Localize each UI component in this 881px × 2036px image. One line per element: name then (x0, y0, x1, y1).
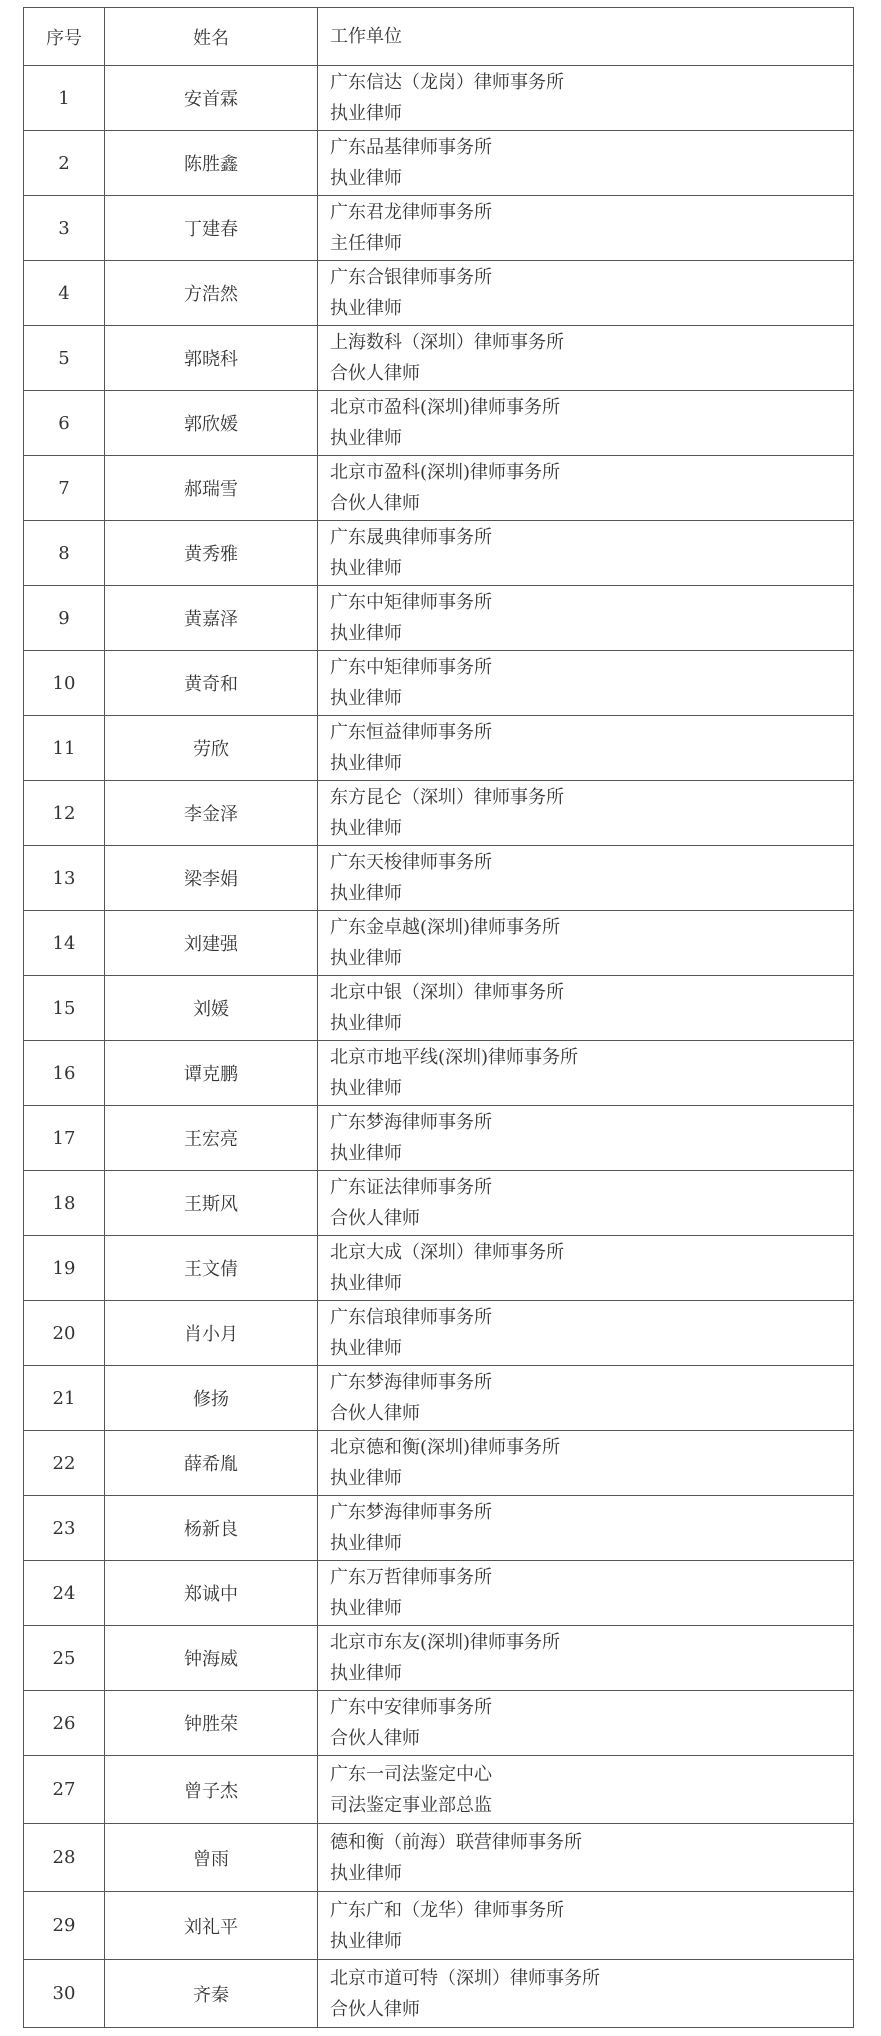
row-index: 3 (24, 196, 105, 261)
row-name: 李金泽 (105, 781, 318, 846)
row-index: 7 (24, 456, 105, 521)
row-organization: 广东万哲律师事务所 (330, 1567, 492, 1588)
row-job-title: 合伙人律师 (330, 493, 420, 514)
row-name: 郝瑞雪 (105, 456, 318, 521)
table-row (24, 1171, 854, 1236)
row-name: 丁建春 (105, 196, 318, 261)
row-name: 梁李娟 (105, 846, 318, 911)
table-row (24, 261, 854, 326)
row-index: 18 (24, 1171, 105, 1236)
header-org: 工作单位 (318, 8, 854, 66)
row-organization: 德和衡（前海）联营律师事务所 (330, 1831, 582, 1853)
table-row (24, 781, 854, 846)
row-name: 谭克鹏 (105, 1041, 318, 1106)
roster-body (24, 66, 854, 2028)
row-index: 23 (24, 1496, 105, 1561)
row-organization: 广东合银律师事务所 (330, 267, 492, 288)
header-row (24, 8, 854, 66)
row-organization: 广东梦海律师事务所 (330, 1112, 492, 1133)
header-name: 姓名 (105, 8, 318, 66)
row-job-title: 执业律师 (330, 103, 402, 124)
row-name: 杨新良 (105, 1496, 318, 1561)
row-index: 28 (24, 1824, 105, 1892)
row-index: 5 (24, 326, 105, 391)
row-org-cell (318, 1366, 854, 1431)
table-row (24, 716, 854, 781)
row-job-title: 执业律师 (330, 558, 402, 579)
row-org-cell (318, 196, 854, 261)
row-index: 17 (24, 1106, 105, 1171)
row-organization: 广东一司法鉴定中心 (330, 1763, 492, 1785)
row-job-title: 合伙人律师 (330, 1208, 420, 1229)
row-org-cell (318, 651, 854, 716)
row-job-title: 合伙人律师 (330, 1728, 420, 1749)
row-name: 曾子杰 (105, 1756, 318, 1824)
row-organization: 广东品基律师事务所 (330, 137, 492, 158)
row-name: 方浩然 (105, 261, 318, 326)
row-name: 肖小月 (105, 1301, 318, 1366)
row-job-title: 主任律师 (330, 233, 402, 254)
table-row (24, 1236, 854, 1301)
row-name: 齐秦 (105, 1960, 318, 2028)
row-index: 15 (24, 976, 105, 1041)
row-org-cell (318, 1824, 854, 1892)
row-organization: 北京市东友(深圳)律师事务所 (330, 1632, 561, 1653)
row-name: 薛希胤 (105, 1431, 318, 1496)
row-org-cell (318, 1960, 854, 2028)
row-organization: 广东梦海律师事务所 (330, 1502, 492, 1523)
row-job-title: 执业律师 (330, 623, 402, 644)
row-org-cell (318, 456, 854, 521)
row-index: 21 (24, 1366, 105, 1431)
row-index: 13 (24, 846, 105, 911)
row-name: 修扬 (105, 1366, 318, 1431)
row-job-title: 执业律师 (330, 1338, 402, 1359)
table-row (24, 1626, 854, 1691)
row-org-cell (318, 1171, 854, 1236)
row-org-cell (318, 521, 854, 586)
row-org-cell (318, 716, 854, 781)
row-index: 2 (24, 131, 105, 196)
row-name: 黄嘉泽 (105, 586, 318, 651)
table-row (24, 1431, 854, 1496)
row-job-title: 执业律师 (330, 1930, 402, 1952)
row-organization: 广东君龙律师事务所 (330, 202, 492, 223)
row-name: 曾雨 (105, 1824, 318, 1892)
row-organization: 广东中安律师事务所 (330, 1697, 492, 1718)
row-name: 黄奇和 (105, 651, 318, 716)
row-job-title: 合伙人律师 (330, 1403, 420, 1424)
table-row (24, 1824, 854, 1892)
row-job-title: 执业律师 (330, 1663, 402, 1684)
row-index: 19 (24, 1236, 105, 1301)
row-index: 27 (24, 1756, 105, 1824)
table-row (24, 1561, 854, 1626)
row-name: 郑诚中 (105, 1561, 318, 1626)
row-organization: 广东广和（龙华）律师事务所 (330, 1899, 564, 1921)
row-org-cell (318, 781, 854, 846)
row-job-title: 执业律师 (330, 1468, 402, 1489)
row-job-title: 执业律师 (330, 1598, 402, 1619)
table-row (24, 521, 854, 586)
table-row (24, 196, 854, 261)
row-org-cell (318, 1106, 854, 1171)
row-job-title: 合伙人律师 (330, 363, 420, 384)
row-org-cell (318, 846, 854, 911)
row-name: 刘礼平 (105, 1892, 318, 1960)
row-index: 24 (24, 1561, 105, 1626)
row-index: 14 (24, 911, 105, 976)
header-index: 序号 (24, 8, 105, 66)
row-organization: 北京德和衡(深圳)律师事务所 (330, 1437, 561, 1458)
row-org-cell (318, 1892, 854, 1960)
row-index: 4 (24, 261, 105, 326)
row-organization: 广东天梭律师事务所 (330, 852, 492, 873)
table-row (24, 846, 854, 911)
row-name: 陈胜鑫 (105, 131, 318, 196)
row-name: 郭晓科 (105, 326, 318, 391)
row-name: 黄秀雅 (105, 521, 318, 586)
table-row (24, 651, 854, 716)
table-row (24, 586, 854, 651)
row-job-title: 执业律师 (330, 753, 402, 774)
table-row (24, 1301, 854, 1366)
table-row (24, 131, 854, 196)
row-org-cell (318, 1756, 854, 1824)
row-org-cell (318, 586, 854, 651)
row-index: 30 (24, 1960, 105, 2028)
row-job-title: 执业律师 (330, 1862, 402, 1884)
row-job-title: 执业律师 (330, 818, 402, 839)
row-name: 钟胜荣 (105, 1691, 318, 1756)
row-job-title: 执业律师 (330, 688, 402, 709)
row-org-cell (318, 1431, 854, 1496)
row-job-title: 执业律师 (330, 1013, 402, 1034)
row-organization: 广东中矩律师事务所 (330, 592, 492, 613)
row-organization: 北京中银（深圳）律师事务所 (330, 982, 564, 1003)
row-organization: 上海数科（深圳）律师事务所 (330, 332, 564, 353)
table-row (24, 1106, 854, 1171)
row-job-title: 司法鉴定事业部总监 (330, 1794, 492, 1816)
table-row (24, 976, 854, 1041)
row-index: 10 (24, 651, 105, 716)
row-org-cell (318, 911, 854, 976)
row-index: 25 (24, 1626, 105, 1691)
row-organization: 广东恒益律师事务所 (330, 722, 492, 743)
row-organization: 北京市盈科(深圳)律师事务所 (330, 397, 561, 418)
row-name: 钟海威 (105, 1626, 318, 1691)
row-job-title: 合伙人律师 (330, 1998, 420, 2020)
row-organization: 广东信达（龙岗）律师事务所 (330, 72, 564, 93)
row-organization: 广东晟典律师事务所 (330, 527, 492, 548)
row-job-title: 执业律师 (330, 428, 402, 449)
row-org-cell (318, 1041, 854, 1106)
row-job-title: 执业律师 (330, 1273, 402, 1294)
row-index: 16 (24, 1041, 105, 1106)
row-organization: 广东梦海律师事务所 (330, 1372, 492, 1393)
row-organization: 北京市道可特（深圳）律师事务所 (330, 1967, 600, 1989)
row-index: 26 (24, 1691, 105, 1756)
row-organization: 广东证法律师事务所 (330, 1177, 492, 1198)
table-row (24, 1756, 854, 1824)
row-index: 8 (24, 521, 105, 586)
table-row (24, 456, 854, 521)
row-org-cell (318, 391, 854, 456)
table-row (24, 1366, 854, 1431)
table-row (24, 1960, 854, 2028)
row-job-title: 执业律师 (330, 1533, 402, 1554)
row-name: 刘建强 (105, 911, 318, 976)
row-org-cell (318, 1301, 854, 1366)
row-name: 安首霖 (105, 66, 318, 131)
row-name: 刘媛 (105, 976, 318, 1041)
row-name: 王文倩 (105, 1236, 318, 1301)
row-organization: 广东中矩律师事务所 (330, 657, 492, 678)
row-organization: 东方昆仑（深圳）律师事务所 (330, 787, 564, 808)
row-org-cell (318, 976, 854, 1041)
row-index: 12 (24, 781, 105, 846)
row-org-cell (318, 131, 854, 196)
row-name: 王宏亮 (105, 1106, 318, 1171)
table-row (24, 391, 854, 456)
row-job-title: 执业律师 (330, 948, 402, 969)
row-org-cell (318, 1626, 854, 1691)
table-row (24, 66, 854, 131)
row-job-title: 执业律师 (330, 298, 402, 319)
row-organization: 北京市盈科(深圳)律师事务所 (330, 462, 561, 483)
row-index: 22 (24, 1431, 105, 1496)
row-job-title: 执业律师 (330, 1143, 402, 1164)
row-org-cell (318, 66, 854, 131)
row-index: 29 (24, 1892, 105, 1960)
row-name: 王斯风 (105, 1171, 318, 1236)
row-org-cell (318, 1496, 854, 1561)
table-row (24, 1496, 854, 1561)
row-name: 劳欣 (105, 716, 318, 781)
row-job-title: 执业律师 (330, 168, 402, 189)
row-index: 1 (24, 66, 105, 131)
row-organization: 北京市地平线(深圳)律师事务所 (330, 1047, 579, 1068)
row-index: 9 (24, 586, 105, 651)
roster-table (23, 7, 854, 2028)
row-index: 20 (24, 1301, 105, 1366)
table-row (24, 911, 854, 976)
row-job-title: 执业律师 (330, 883, 402, 904)
row-index: 11 (24, 716, 105, 781)
row-index: 6 (24, 391, 105, 456)
table-row (24, 1041, 854, 1106)
row-org-cell (318, 1691, 854, 1756)
row-name: 郭欣媛 (105, 391, 318, 456)
table-row (24, 326, 854, 391)
table-row (24, 1691, 854, 1756)
row-organization: 北京大成（深圳）律师事务所 (330, 1242, 564, 1263)
table-row (24, 1892, 854, 1960)
row-org-cell (318, 1561, 854, 1626)
row-org-cell (318, 261, 854, 326)
row-organization: 广东金卓越(深圳)律师事务所 (330, 917, 561, 938)
row-org-cell (318, 1236, 854, 1301)
row-org-cell (318, 326, 854, 391)
row-job-title: 执业律师 (330, 1078, 402, 1099)
row-organization: 广东信琅律师事务所 (330, 1307, 492, 1328)
